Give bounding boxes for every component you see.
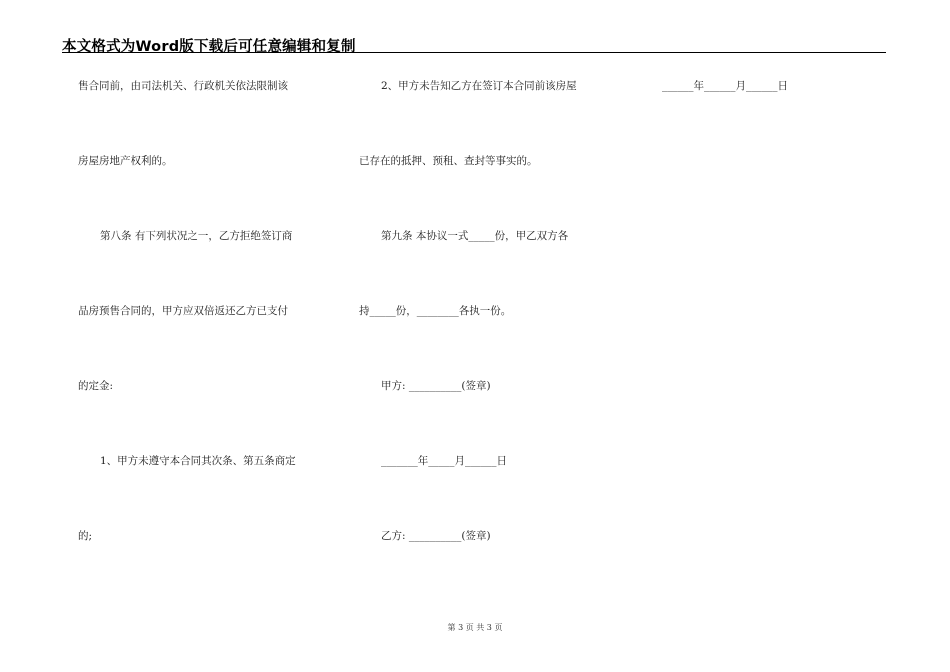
party-b-signature-line: 乙方: __________(签章) xyxy=(381,530,491,542)
middle-line-4: 持_____份，________各执一份。 xyxy=(359,305,512,317)
middle-line-3: 第九条 本协议一式_____份，甲乙双方各 xyxy=(381,230,569,242)
signing-date-line: _______年_____月______日 xyxy=(381,455,507,467)
page-footer: 第 3 页 共 3 页 xyxy=(447,623,503,632)
middle-line-1: 2、甲方未告知乙方在签订本合同前该房屋 xyxy=(381,80,577,92)
middle-line-2: 已存在的抵押、预租、查封等事实的。 xyxy=(359,155,538,167)
left-line-1: 售合同前，由司法机关、行政机关依法限制该 xyxy=(78,80,288,92)
left-line-3: 第八条 有下列状况之一，乙方拒绝签订商 xyxy=(100,230,293,242)
header-divider xyxy=(62,52,886,53)
page-header-title: 本文格式为Word版下载后可任意编辑和复制 xyxy=(62,39,356,55)
left-line-2: 房屋房地产权利的。 xyxy=(78,155,173,167)
left-line-6: 1、甲方未遵守本合同其次条、第五条商定 xyxy=(100,455,296,467)
left-line-7: 的; xyxy=(78,530,93,542)
right-date-line: ______年______月______日 xyxy=(662,80,788,92)
left-line-5: 的定金: xyxy=(78,380,114,392)
party-a-signature-line: 甲方: __________(签章) xyxy=(381,380,491,392)
left-line-4: 品房预售合同的，甲方应双倍返还乙方已支付 xyxy=(78,305,288,317)
